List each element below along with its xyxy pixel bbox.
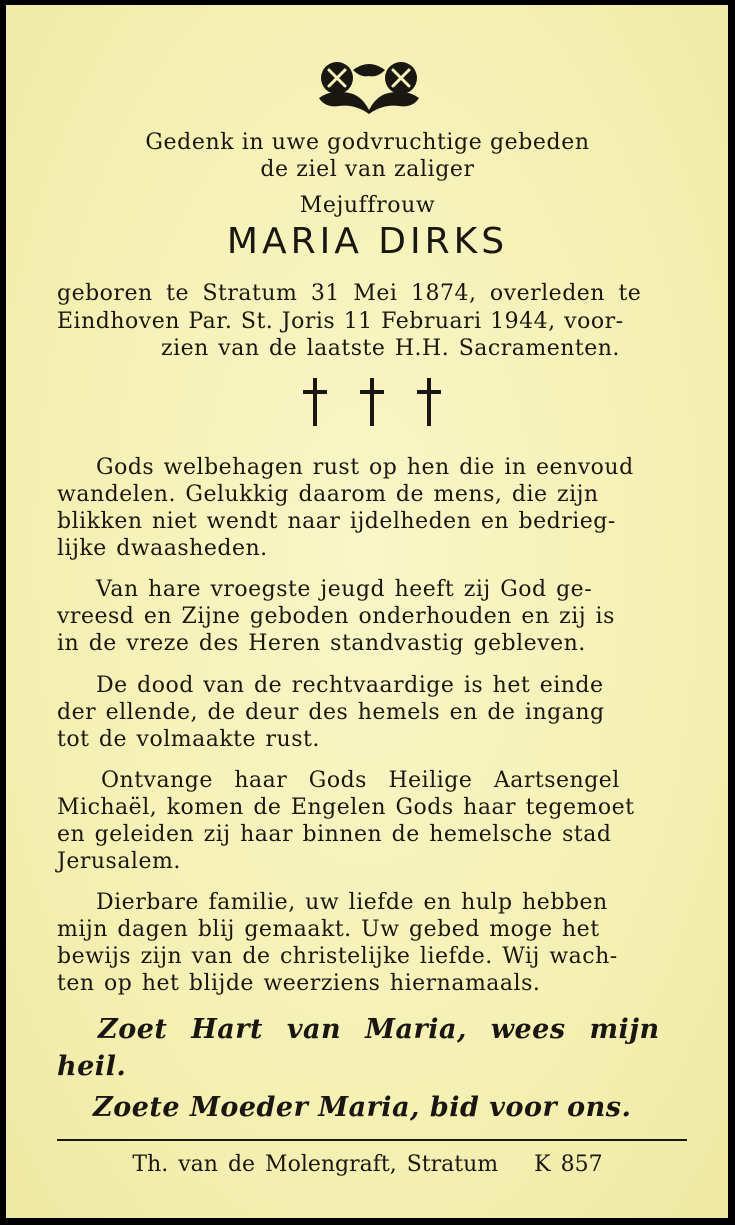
printer-code: K 857 bbox=[534, 1152, 603, 1177]
paragraph-line: tot de volmaakte rust. bbox=[57, 727, 320, 752]
prayer-2: Zoete Moeder Maria, bid voor ons. bbox=[93, 1092, 632, 1123]
cross-icon bbox=[303, 378, 327, 426]
honorific: Mejuffrouw bbox=[299, 193, 436, 218]
paragraph-line: mijn dagen blij gemaakt. Uw gebed moge het bbox=[57, 917, 600, 942]
paragraph-line: der ellende, de deur des hemels en de ingang bbox=[57, 700, 605, 725]
paragraph-line: Gods welbehagen rust op hen die in eenvoud bbox=[96, 455, 634, 480]
paragraph-line: en geleiden zij haar binnen de hemelsche stad bbox=[57, 822, 612, 847]
divider bbox=[57, 1139, 687, 1141]
paragraph-line: Van hare vroegste jeugd heeft zij God ge- bbox=[96, 577, 593, 602]
paragraph-line: Michaël, komen de Engelen Gods haar tegemoet bbox=[57, 795, 635, 820]
printer-line bbox=[0, 1152, 735, 1177]
prayer-1-line-2: heil. bbox=[57, 1051, 127, 1082]
paragraph-line: wandelen. Gelukkig daarom de mens, die zijn bbox=[57, 482, 599, 507]
paragraph-line: vreesd en Zijne geboden onderhouden en zij is bbox=[57, 604, 615, 629]
three-crosses bbox=[300, 376, 445, 428]
ornament-icon bbox=[313, 58, 425, 116]
paragraph-line: De dood van de rechtvaardige is het einde bbox=[96, 673, 604, 698]
cross-icon bbox=[360, 378, 384, 426]
intro-line-2: de ziel van zaliger bbox=[260, 157, 475, 182]
bio-line: zien van de laatste H.H. Sacramenten. bbox=[161, 336, 620, 361]
prayer-1-line-1: Zoet Hart van Maria, wees mijn bbox=[98, 1014, 660, 1045]
deceased-name: MARIA DIRKS bbox=[226, 221, 509, 262]
paragraph-line: in de vreze des Heren standvastig gebleven. bbox=[57, 631, 586, 656]
paragraph-line: Ontvange haar Gods Heilige Aartsengel bbox=[101, 768, 620, 793]
printer-name: Th. van de Molengraft, Stratum bbox=[132, 1152, 499, 1177]
paragraph-line: Jerusalem. bbox=[57, 849, 181, 874]
paragraph-line: Dierbare familie, uw liefde en hulp hebben bbox=[96, 890, 608, 915]
bio-line: Eindhoven Par. St. Joris 11 Februari 1944, voor- bbox=[57, 309, 624, 334]
bio-line: geboren te Stratum 31 Mei 1874, overleden te bbox=[57, 281, 642, 306]
paragraph-line: bewijs zijn van de christelijke liefde. Wij wach- bbox=[57, 944, 618, 969]
paragraph-line: blikken niet wendt naar ijdelheden en bedrieg- bbox=[57, 509, 616, 534]
intro-line-1: Gedenk in uwe godvruchtige gebeden bbox=[145, 130, 590, 155]
paragraph-line: lijke dwaasheden. bbox=[57, 536, 268, 561]
paragraph-line: ten op het blijde weerziens hiernamaals. bbox=[57, 971, 541, 996]
cross-icon bbox=[417, 378, 441, 426]
